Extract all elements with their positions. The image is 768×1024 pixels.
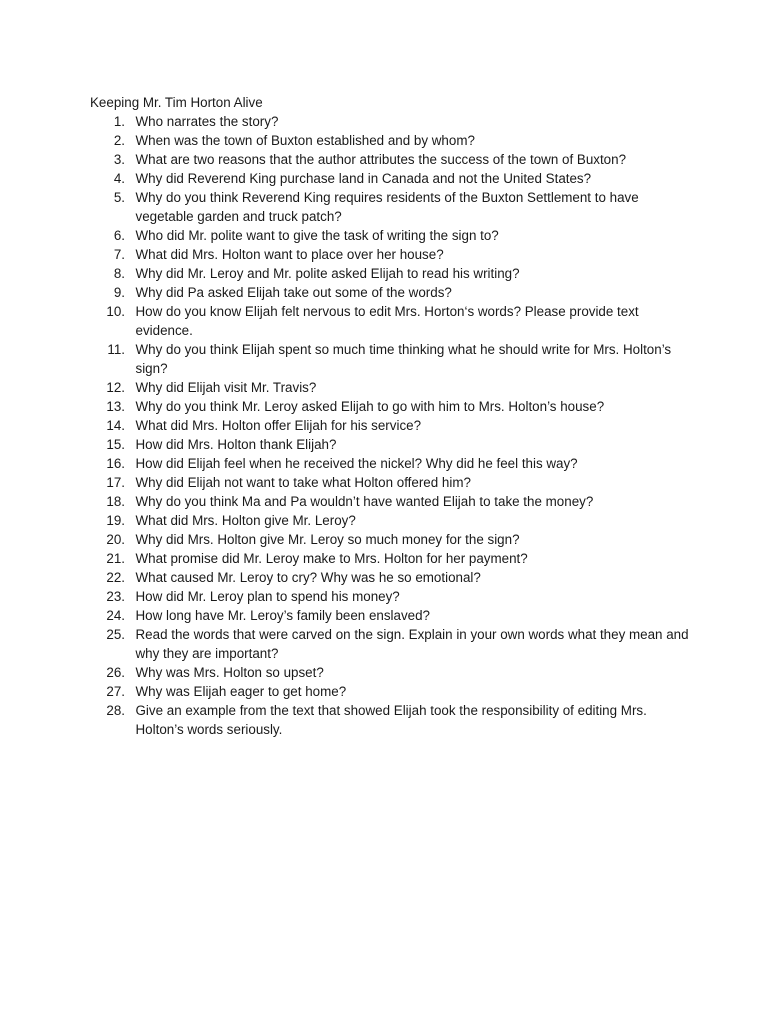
question-number: 28. xyxy=(106,703,125,718)
question-item xyxy=(90,549,690,568)
question-number: 6. xyxy=(113,228,125,243)
question-text: How did Mrs. Holton thank Elijah? xyxy=(135,437,337,452)
question-item xyxy=(90,587,690,606)
question-text: How long have Mr. Leroy’s family been enslaved? xyxy=(135,608,431,623)
document-title: Keeping Mr. Tim Horton Alive xyxy=(90,95,263,110)
question-number: 27. xyxy=(106,684,125,699)
question-item xyxy=(90,131,690,150)
question-item xyxy=(90,169,690,188)
question-number: 11. xyxy=(107,342,125,357)
question-number: 22. xyxy=(106,570,125,585)
question-number: 17. xyxy=(106,475,125,490)
question-item xyxy=(90,701,690,739)
question-number: 18. xyxy=(106,494,125,509)
question-item xyxy=(90,340,690,378)
question-number: 12. xyxy=(106,380,125,395)
question-item xyxy=(90,492,690,511)
question-number: 7. xyxy=(113,247,125,262)
question-number: 9. xyxy=(113,285,125,300)
question-item xyxy=(90,530,690,549)
question-text: Why do you think Ma and Pa wouldn’t have wanted Elijah to take the money? xyxy=(135,494,594,509)
question-text: What did Mrs. Holton offer Elijah for his service? xyxy=(135,418,422,433)
question-text: Why did Elijah visit Mr. Travis? xyxy=(135,380,317,395)
question-item xyxy=(90,112,690,131)
question-number: 13. xyxy=(106,399,125,414)
question-item xyxy=(90,245,690,264)
question-number: 23. xyxy=(106,589,125,604)
question-item xyxy=(90,397,690,416)
question-item xyxy=(90,435,690,454)
question-text: How do you know Elijah felt nervous to edit Mrs. Horton‘s words? Please provide text evidence. xyxy=(135,304,639,338)
question-item xyxy=(90,416,690,435)
question-item xyxy=(90,302,690,340)
question-text: Who did Mr. polite want to give the task of writing the sign to? xyxy=(135,228,499,243)
question-item xyxy=(90,473,690,492)
question-item xyxy=(90,264,690,283)
question-item xyxy=(90,226,690,245)
question-text: Who narrates the story? xyxy=(135,114,279,129)
question-text: What are two reasons that the author attributes the success of the town of Buxton? xyxy=(135,152,627,167)
question-text: Why do you think Elijah spent so much time thinking what he should write for Mrs. Holton’s sign? xyxy=(135,342,672,376)
question-text: Why do you think Reverend King requires residents of the Buxton Settlement to have vegetable garden and truck patch? xyxy=(135,190,639,224)
question-number: 8. xyxy=(113,266,125,281)
question-text: Why was Elijah eager to get home? xyxy=(135,684,347,699)
question-text: Read the words that were carved on the sign. Explain in your own words what they mean and why they are important? xyxy=(135,627,689,661)
question-text: Why was Mrs. Holton so upset? xyxy=(135,665,324,680)
question-text: Why did Reverend King purchase land in Canada and not the United States? xyxy=(135,171,592,186)
question-item xyxy=(90,625,690,663)
question-number: 1. xyxy=(113,114,125,129)
question-number: 2. xyxy=(113,133,125,148)
question-number: 24. xyxy=(106,608,125,623)
question-item xyxy=(90,188,690,226)
question-text: Why did Elijah not want to take what Holton offered him? xyxy=(135,475,471,490)
question-text: How did Mr. Leroy plan to spend his money? xyxy=(135,589,400,604)
question-number: 16. xyxy=(106,456,125,471)
question-number: 26. xyxy=(106,665,125,680)
question-item xyxy=(90,568,690,587)
question-text: Why do you think Mr. Leroy asked Elijah to go with him to Mrs. Holton’s house? xyxy=(135,399,605,414)
question-item xyxy=(90,511,690,530)
question-text: Why did Pa asked Elijah take out some of the words? xyxy=(135,285,452,300)
question-text: What did Mrs. Holton give Mr. Leroy? xyxy=(135,513,356,528)
question-number: 10. xyxy=(106,304,125,319)
question-number: 19. xyxy=(106,513,125,528)
question-item xyxy=(90,606,690,625)
question-number: 25. xyxy=(106,627,125,642)
question-list xyxy=(90,112,690,739)
question-item xyxy=(90,682,690,701)
question-text: Give an example from the text that showed Elijah took the responsibility of editing Mrs. Holton’s words seriously. xyxy=(135,703,647,737)
question-number: 14. xyxy=(106,418,125,433)
question-number: 15. xyxy=(106,437,125,452)
question-item xyxy=(90,150,690,169)
question-text: When was the town of Buxton established and by whom? xyxy=(135,133,475,148)
question-text: What promise did Mr. Leroy make to Mrs. Holton for her payment? xyxy=(135,551,528,566)
question-item xyxy=(90,283,690,302)
question-number: 5. xyxy=(113,190,125,205)
question-item xyxy=(90,378,690,397)
question-number: 4. xyxy=(113,171,125,186)
question-text: Why did Mr. Leroy and Mr. polite asked Elijah to read his writing? xyxy=(135,266,520,281)
question-item xyxy=(90,454,690,473)
question-number: 3. xyxy=(113,152,125,167)
question-number: 21. xyxy=(106,551,125,566)
question-item xyxy=(90,663,690,682)
question-text: What did Mrs. Holton want to place over her house? xyxy=(135,247,444,262)
question-text: How did Elijah feel when he received the nickel? Why did he feel this way? xyxy=(135,456,578,471)
question-number: 20. xyxy=(106,532,125,547)
question-text: What caused Mr. Leroy to cry? Why was he so emotional? xyxy=(135,570,481,585)
question-text: Why did Mrs. Holton give Mr. Leroy so much money for the sign? xyxy=(135,532,520,547)
